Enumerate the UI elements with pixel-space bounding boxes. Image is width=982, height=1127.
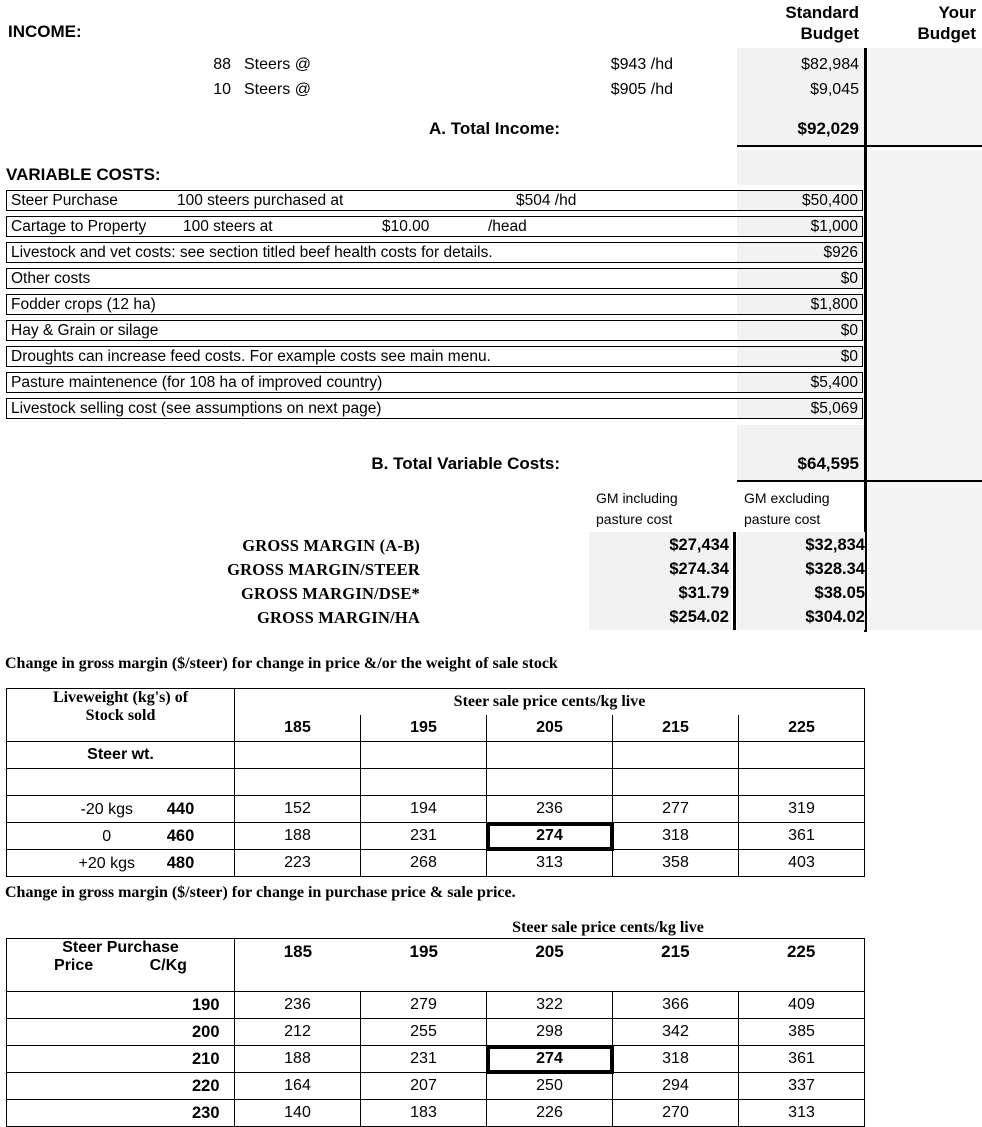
gm-row-0-label: GROSS MARGIN (A-B) [242, 536, 420, 555]
standard-budget-header-line2: Budget [800, 24, 859, 43]
t2-row-header-line1: Steer Purchase [62, 939, 179, 956]
t1-cell: 277 [613, 796, 739, 823]
income-row-1-desc: Steers @ [244, 81, 311, 98]
t2-cell: 409 [739, 992, 865, 1019]
t2-cell: 313 [739, 1100, 865, 1127]
t1-row-header-line1: Liveweight (kg's) of [52, 689, 189, 706]
total-variable-costs-amount: $64,595 [797, 454, 859, 473]
variable-cost-row-1-amount: $1,000 [810, 218, 858, 235]
t1-cell: 223 [235, 850, 361, 877]
variable-cost-row-5-amount: $0 [840, 322, 858, 339]
t1-cell: 319 [739, 796, 865, 823]
variable-cost-row-1-sub3: /head [488, 218, 527, 235]
variable-cost-row-3-label: Other costs [11, 270, 91, 287]
t2-cell: 231 [361, 1046, 487, 1073]
t2-cell: 236 [235, 992, 361, 1019]
gm-excluding-header [744, 488, 830, 530]
t1-cell: 358 [613, 850, 739, 877]
budget-column-divider-top [864, 48, 867, 148]
t2-col-header-row [235, 939, 865, 966]
t2-cell: 212 [235, 1019, 361, 1046]
variable-cost-row-4-amount: $1,800 [810, 296, 858, 313]
total-variable-costs-underline [737, 480, 982, 482]
t1-spacer-cell [235, 742, 361, 769]
t2-col-header-1: 195 [409, 942, 438, 961]
t2-row-0-label [7, 992, 235, 1019]
t1-row-2-delta: +20 kgs [78, 854, 135, 872]
variable-cost-row-5-label: Hay & Grain or silage [11, 322, 159, 339]
gm-row-2-including: $31.79 [678, 584, 729, 602]
t2-cell: 164 [235, 1073, 361, 1100]
income-row-0-rate: $943 /hd [610, 56, 673, 73]
variable-cost-row-8-amount: $5,069 [810, 400, 858, 417]
variable-cost-row-1-sub1: 100 steers at [183, 218, 273, 235]
t1-spacer-cell [487, 769, 613, 796]
sensitivity-table-2 [6, 938, 865, 1127]
total-income-underline [737, 145, 982, 147]
t1-row-1-delta: 0 [102, 827, 112, 845]
t1-cell: 194 [361, 796, 487, 823]
t1-col-header-2: 205 [487, 715, 613, 742]
variable-cost-row-0-sub1: 100 steers purchased at [177, 192, 344, 209]
table-row [7, 1046, 865, 1073]
t2-cell: 270 [613, 1100, 739, 1127]
t2-cell: 250 [487, 1073, 613, 1100]
income-row-0-desc: Steers @ [244, 56, 311, 73]
variable-cost-row-0-sub2: $504 /hd [516, 192, 577, 209]
t1-row-header-line2: Stock sold [85, 707, 156, 724]
t2-row-2-price: 210 [191, 1049, 220, 1068]
t2-row-header [7, 939, 235, 992]
t1-spacer-cell [361, 769, 487, 796]
gm-row-1-label: GROSS MARGIN/STEER [227, 560, 420, 579]
table-row [7, 742, 865, 769]
t2-cell: 322 [487, 992, 613, 1019]
variable-costs-heading: VARIABLE COSTS: [6, 165, 161, 184]
t1-cell: 403 [739, 850, 865, 877]
t2-cell: 255 [361, 1019, 487, 1046]
standard-budget-column-shading-2 [737, 150, 865, 185]
income-row-1-qty: 10 [213, 81, 231, 98]
t2-row-1-label [7, 1019, 235, 1046]
budget-column-divider-mid [864, 148, 867, 440]
variable-cost-row [6, 190, 863, 211]
t1-cell-highlighted: 274 [487, 823, 613, 850]
t1-cell: 236 [487, 796, 613, 823]
t1-col-header-3: 215 [613, 715, 739, 742]
t2-cell: 318 [613, 1046, 739, 1073]
your-budget-header-line1: Your [938, 3, 976, 22]
t2-cell: 337 [739, 1073, 865, 1100]
total-income-amount: $92,029 [797, 119, 859, 138]
sensitivity-table-2-title: Change in gross margin ($/steer) for change in purchase price & sale price. [5, 884, 516, 901]
your-budget-column-shading-2 [868, 150, 982, 440]
t1-row-1-label [7, 823, 235, 850]
t2-cell: 342 [613, 1019, 739, 1046]
t2-cell: 226 [487, 1100, 613, 1127]
t1-cell: 231 [361, 823, 487, 850]
your-budget-column-shading-3 [868, 440, 982, 630]
gm-including-header-line1: GM including [596, 490, 678, 506]
gm-including-header-line2: pasture cost [596, 511, 673, 527]
gm-row-2-excluding: $38.05 [814, 584, 865, 602]
variable-cost-row [6, 372, 863, 393]
table-row [7, 689, 865, 716]
t2-cell: 366 [613, 992, 739, 1019]
variable-cost-row-2-amount: $926 [823, 244, 858, 261]
income-row-0-amount: $82,984 [801, 56, 859, 73]
t2-row-1-price: 200 [191, 1022, 220, 1041]
t1-spacer-cell [613, 742, 739, 769]
t1-cell: 152 [235, 796, 361, 823]
gm-row-1-excluding: $328.34 [805, 560, 865, 578]
t2-col-header-4: 225 [786, 942, 816, 961]
gm-row-3-including: $254.02 [669, 608, 729, 626]
t1-cell: 361 [739, 823, 865, 850]
gm-row-1-including: $274.34 [669, 560, 729, 578]
total-income-label: A. Total Income: [429, 119, 560, 138]
gm-row-0-including: $27,434 [669, 536, 729, 554]
t2-cell: 207 [361, 1073, 487, 1100]
t1-cell: 313 [487, 850, 613, 877]
sensitivity-table-1-title: Change in gross margin ($/steer) for change in price &/or the weight of sale stock [5, 655, 558, 672]
gm-row-0-excluding: $32,834 [805, 536, 865, 554]
gm-row-3-excluding: $304.02 [805, 608, 865, 626]
t2-col-header-3: 215 [661, 942, 690, 961]
variable-cost-row-7-label: Pasture maintenence (for 108 ha of improved country) [11, 374, 383, 391]
t2-row-4-label [7, 1100, 235, 1127]
t1-spacer-cell [487, 742, 613, 769]
your-budget-header-line2: Budget [917, 24, 976, 43]
t2-cell: 183 [361, 1100, 487, 1127]
table-row [7, 823, 865, 850]
variable-cost-row [6, 216, 863, 237]
t2-cell: 298 [487, 1019, 613, 1046]
t2-row-0-price: 190 [191, 995, 220, 1014]
variable-cost-row-6-label: Droughts can increase feed costs. For example costs see main menu. [11, 348, 491, 365]
t1-spacer-cell [235, 769, 361, 796]
t2-col-header-2: 205 [535, 942, 564, 961]
variable-cost-row-2-label: Livestock and vet costs: see section titled beef health costs for details. [11, 244, 493, 261]
gm-excluding-header-line1: GM excluding [744, 490, 830, 506]
table-row [7, 796, 865, 823]
sensitivity-table-1 [6, 688, 865, 877]
variable-cost-row [6, 268, 863, 289]
variable-cost-row-6-amount: $0 [840, 348, 858, 365]
variable-cost-row [6, 398, 863, 419]
standard-budget-header [737, 2, 859, 44]
gm-column-divider [733, 532, 736, 630]
variable-cost-row-8-label: Livestock selling cost (see assumptions on next page) [11, 400, 382, 417]
t2-cell: 385 [739, 1019, 865, 1046]
t1-row-0-delta: -20 kgs [80, 800, 133, 818]
variable-cost-row-1-sub2: $10.00 [382, 218, 430, 235]
t1-row-header [7, 689, 235, 742]
variable-cost-row [6, 242, 863, 263]
t2-row-header-price: Price [54, 957, 94, 974]
t1-spacer-cell [739, 769, 865, 796]
variable-cost-row-3-amount: $0 [840, 270, 858, 287]
income-row-1-rate: $905 /hd [610, 81, 673, 98]
variable-cost-row-4-label: Fodder crops (12 ha) [11, 296, 156, 313]
gm-excluding-header-line2: pasture cost [744, 511, 821, 527]
variable-cost-row [6, 320, 863, 341]
gm-row-2-label: GROSS MARGIN/DSE* [241, 584, 420, 603]
t2-cell-highlighted: 274 [487, 1046, 613, 1073]
t2-row-header-line2 [7, 957, 234, 975]
t2-cell: 188 [235, 1046, 361, 1073]
t1-spacer-cell [361, 742, 487, 769]
t1-row-2-weight: 480 [166, 853, 195, 872]
total-variable-costs-label: B. Total Variable Costs: [371, 454, 560, 473]
t2-cell: 361 [739, 1046, 865, 1073]
variable-cost-row [6, 346, 863, 367]
gm-including-header [596, 488, 678, 530]
t2-cell: 294 [613, 1073, 739, 1100]
t1-col-header-1: 195 [361, 715, 487, 742]
t2-row-3-price: 220 [191, 1076, 220, 1095]
t2-col-header-0: 185 [283, 942, 313, 961]
t1-spacer-cell [739, 742, 865, 769]
table-row [7, 1019, 865, 1046]
t1-row-0-weight: 440 [166, 799, 195, 818]
t2-row-3-label [7, 1073, 235, 1100]
t1-column-group-title: Steer sale price cents/kg live [235, 689, 865, 716]
table-row [7, 992, 865, 1019]
variable-cost-row-1-label: Cartage to Property [11, 218, 147, 235]
t1-cell: 318 [613, 823, 739, 850]
income-heading: INCOME: [8, 22, 82, 41]
t2-row-header-ckg: C/Kg [149, 957, 187, 974]
income-row-1-amount: $9,045 [810, 81, 859, 98]
your-budget-column-shading [868, 48, 982, 148]
t2-cell: 279 [361, 992, 487, 1019]
t1-cell: 188 [235, 823, 361, 850]
table-row [7, 1073, 865, 1100]
table-row [7, 850, 865, 877]
variable-cost-row [6, 294, 863, 315]
your-budget-header [860, 2, 976, 44]
t2-row-2-label [7, 1046, 235, 1073]
t2-row-4-price: 230 [191, 1103, 220, 1122]
t2-cell: 140 [235, 1100, 361, 1127]
gm-row-3-label: GROSS MARGIN/HA [257, 608, 420, 627]
t1-spacer-cell [613, 769, 739, 796]
income-row-0-qty: 88 [213, 56, 231, 73]
variable-cost-row-7-amount: $5,400 [810, 374, 858, 391]
table-row [7, 1100, 865, 1127]
t1-row-0-label [7, 796, 235, 823]
t1-row-axis-label: Steer wt. [7, 742, 235, 769]
t1-row-2-label [7, 850, 235, 877]
variable-cost-row-0-label: Steer Purchase [11, 192, 118, 209]
variable-cost-row-0-amount: $50,400 [801, 192, 858, 209]
table-row [7, 939, 865, 966]
t2-header-blank-row [235, 965, 865, 992]
t1-col-header-0: 185 [235, 715, 361, 742]
t1-row-1-weight: 460 [166, 826, 195, 845]
t1-blank-label [7, 769, 235, 796]
t1-cell: 268 [361, 850, 487, 877]
table-row [7, 769, 865, 796]
t1-col-header-4: 225 [739, 715, 865, 742]
sensitivity-table-2-column-group-title: Steer sale price cents/kg live [512, 919, 704, 936]
standard-budget-header-line1: Standard [785, 3, 859, 22]
